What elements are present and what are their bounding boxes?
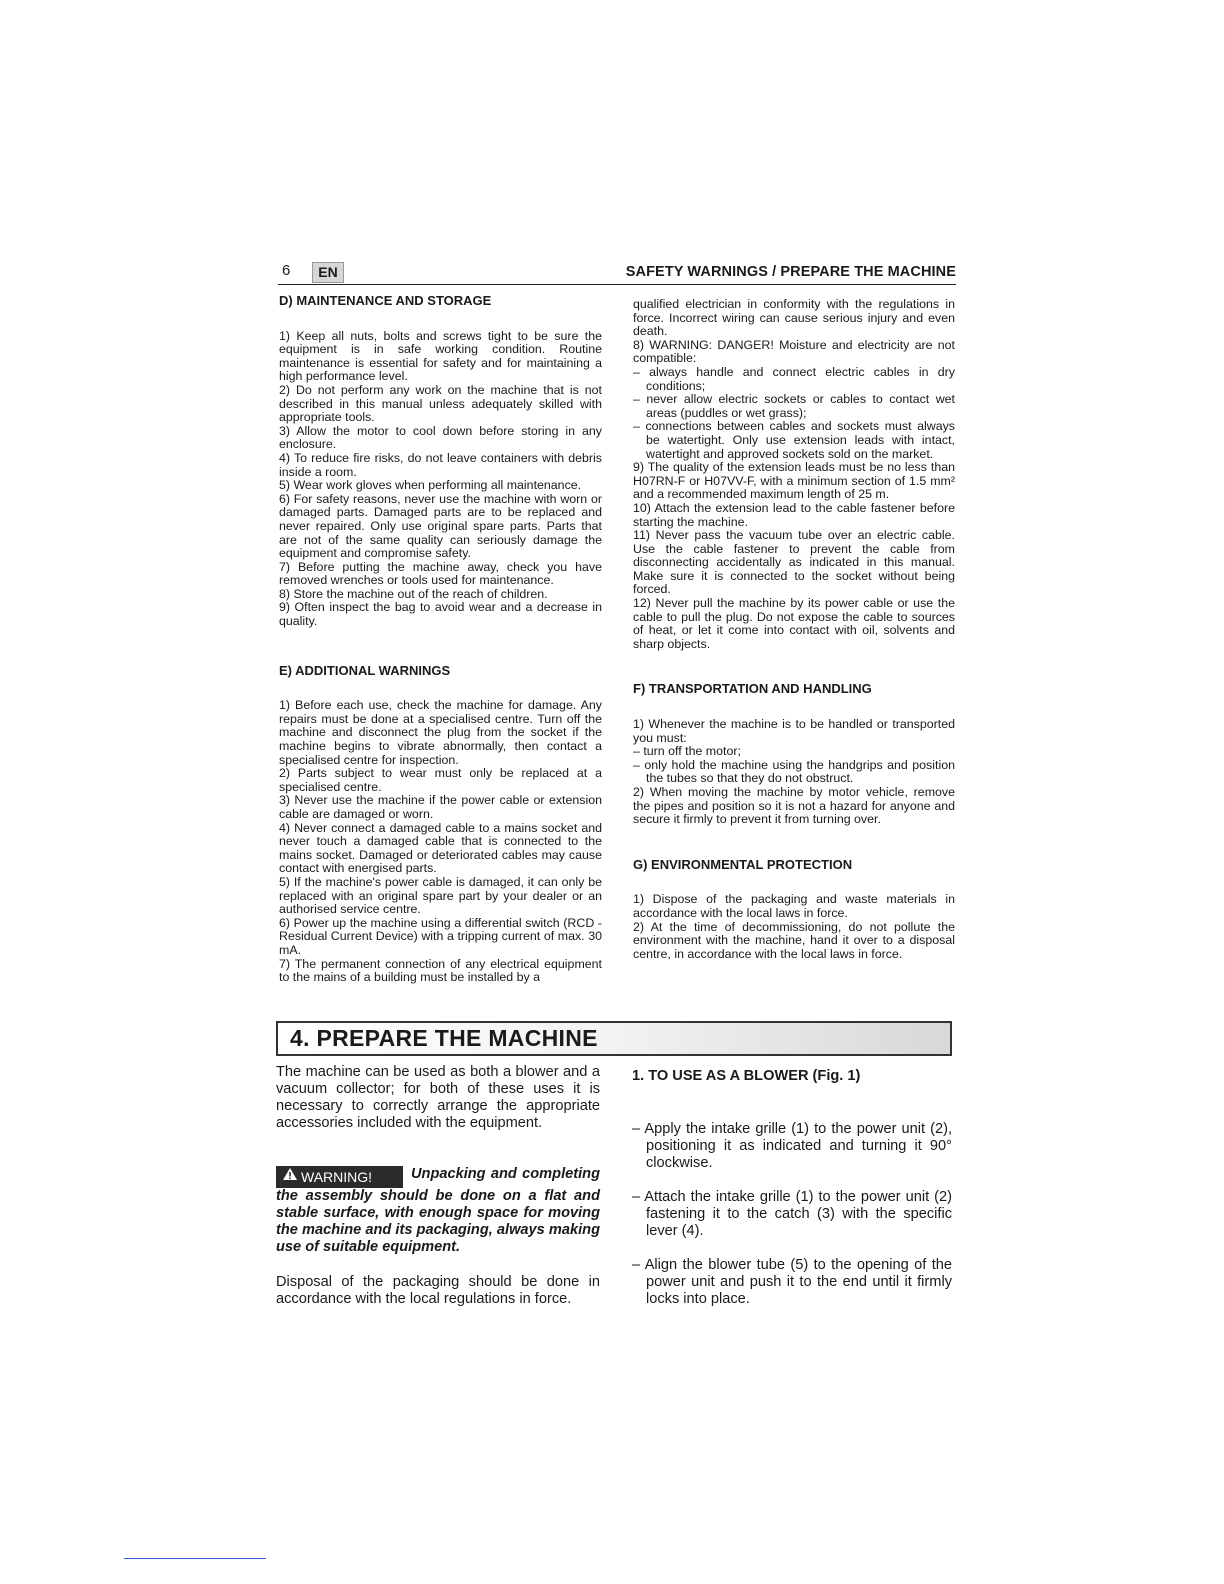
disposal-text: Disposal of the packaging should be done in accordance with the local regulations in force. — [276, 1274, 600, 1307]
section-e-title: E) ADDITIONAL WARNINGS — [279, 662, 451, 678]
blower-section-title: 1. TO USE AS A BLOWER (Fig. 1) — [632, 1068, 861, 1084]
warning-text: Unpacking and completing the assembly should be done on a flat and stable surface, with enough space for moving the machine and its packaging, always making use of suitable equipment. — [276, 1166, 600, 1255]
list-item: 6) Power up the machine using a differential switch (RCD - Residual Current Device) with a tripping current of max. 30 mA. — [279, 915, 602, 957]
list-item: 9) The quality of the extension leads must be no less than H07RN-F or H07VV-F, with a minimum section of 1.5 mm² and a recommended maximum length of 25 m. — [633, 460, 955, 502]
bullet-item: – connections between cables and sockets must always be watertight. Only use extension leads with intact, watertight and approved sockets sold on the market. — [633, 419, 955, 461]
list-item: 6) For safety reasons, never use the machine with worn or damaged parts. Damaged parts are to be replaced and never repaired. Only use original spare parts. Parts that are not of the same quality can seriously damage the equipment and compromise safety. — [279, 491, 602, 561]
left-column — [279, 294, 602, 985]
continuation-text: qualified electrician in conformity with the regulations in force. Incorrect wiring can cause serious injury and even death. — [633, 297, 955, 339]
bullet-item: – only hold the machine using the handgrips and position the tubes so that they do not obstruct. — [633, 757, 955, 786]
list-item: 12) Never pull the machine by its power cable or use the cable to pull the plug. Do not expose the cable to sources of heat, or let it come into contact with oil, solvents and sharp objects. — [633, 596, 955, 651]
chapter-title: 4. PREPARE THE MACHINE — [290, 1025, 598, 1051]
bullet-item: – never allow electric sockets or cables to contact wet areas (puddles or wet grass); — [633, 392, 955, 420]
section-d-title: D) MAINTENANCE AND STORAGE — [279, 293, 492, 308]
intro-text: The machine can be used as both a blower and a vacuum collector; for both of these uses it is necessary to correctly arrange the appropriate accessories included with the equipment. — [276, 1064, 600, 1131]
header-title: SAFETY WARNINGS / PREPARE THE MACHINE — [625, 264, 956, 280]
warning-icon — [282, 1167, 298, 1181]
blower-column — [632, 1068, 952, 1325]
warning-block — [276, 1166, 600, 1256]
section-g-title: G) ENVIRONMENTAL PROTECTION — [633, 856, 853, 872]
warning-badge — [276, 1166, 403, 1188]
step-item: – Apply the intake grille (1) to the power unit (2), positioning it as indicated and turning it 90° clockwise. — [632, 1121, 952, 1171]
page-header — [278, 262, 956, 285]
list-item: 1) Dispose of the packaging and waste materials in accordance with the local laws in force. — [633, 892, 955, 920]
list-item: 2) At the time of decommissioning, do not pollute the environment with the machine, hand it over to a disposal centre, in accordance with the local laws in force. — [633, 919, 955, 961]
list-item: 3) Never use the machine if the power cable or extension cable are damaged or worn. — [279, 793, 602, 821]
list-item: 7) Before putting the machine away, check you have removed wrenches or tools used for maintenance. — [279, 559, 602, 588]
chapter-banner — [276, 1021, 952, 1056]
list-item: 2) When moving the machine by motor vehicle, remove the pipes and position so it is not a hazard for anyone and secure it firmly to prevent it from turning over. — [633, 785, 955, 827]
list-item: 1) Keep all nuts, bolts and screws tight to be sure the equipment is in safe working condition. Routine maintenance is essential for safety and for maintaining a high performance level. — [279, 328, 602, 384]
list-item: 3) Allow the motor to cool down before storing in any enclosure. — [279, 423, 602, 452]
list-item: 5) If the machine's power cable is damaged, it can only be replaced with an original spare part by your dealer or an authorised service centre. — [279, 874, 602, 917]
list-item: 11) Never pass the vacuum tube over an electric cable. Use the cable fastener to prevent the cable from disconnecting accidentally as indicated in this manual. Make sure it is connected to the socket without being forced. — [633, 528, 955, 597]
list-item: 1) Whenever the machine is to be handled or transported you must: — [633, 717, 955, 745]
list-item: 2) Parts subject to wear must only be replaced at a specialised centre. — [279, 766, 602, 794]
language-badge: EN — [312, 262, 344, 283]
warning-label: WARNING! — [301, 1169, 373, 1185]
list-item: 10) Attach the extension lead to the cable fastener before starting the machine. — [633, 500, 955, 529]
bullet-item: – always handle and connect electric cables in dry conditions; — [633, 364, 955, 393]
list-item: 4) To reduce fire risks, do not leave containers with debris inside a room. — [279, 450, 602, 479]
section-f-title: F) TRANSPORTATION AND HANDLING — [633, 681, 872, 697]
step-item: – Attach the intake grille (1) to the power unit (2) fastening it to the catch (3) with the specific lever (4). — [632, 1189, 952, 1239]
list-item: 1) Before each use, check the machine for damage. Any repairs must be done at a specialised centre. Turn off the machine and disconnect the plug from the socket if the machine begins to vibrate abnormally, then contact a specialised centre for inspection. — [279, 698, 602, 767]
footer-rule — [124, 1558, 266, 1559]
right-column — [633, 298, 955, 961]
list-item: 2) Do not perform any work on the machine that is not described in this manual unless adequately skilled with appropriate tools. — [279, 382, 602, 425]
bullet-item: – turn off the motor; — [633, 744, 741, 759]
chapter-intro-column — [276, 1064, 600, 1308]
list-item: 8) Store the machine out of the reach of children. — [279, 586, 548, 601]
list-item: 8) WARNING: DANGER! Moisture and electricity are not compatible: — [633, 337, 955, 366]
list-item: 7) The permanent connection of any electrical equipment to the mains of a building must be installed by a — [279, 956, 602, 985]
list-item: 4) Never connect a damaged cable to a mains socket and never touch a damaged cable that is connected to the mains socket. Damaged or deteriorated cables may cause contact with energised parts. — [279, 820, 602, 876]
page-number: 6 — [282, 262, 291, 279]
list-item: 9) Often inspect the bag to avoid wear and a decrease in quality. — [279, 600, 602, 629]
list-item: 5) Wear work gloves when performing all maintenance. — [279, 478, 582, 493]
step-item: – Align the blower tube (5) to the opening of the power unit and push it to the end until it firmly locks into place. — [632, 1257, 952, 1307]
